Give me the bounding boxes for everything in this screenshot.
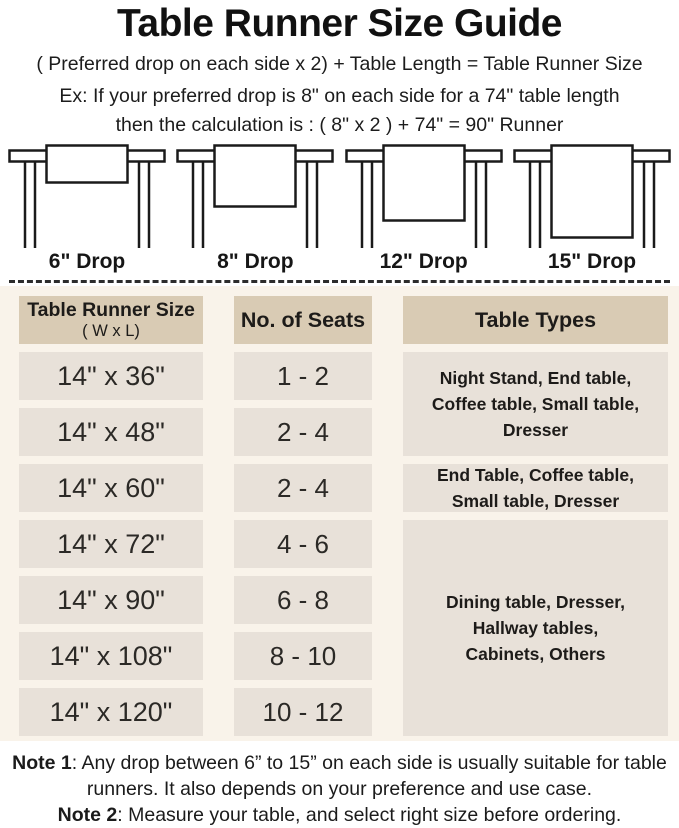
runner-drape — [383, 146, 464, 221]
formula-line: ( Preferred drop on each side x 2) + Table Length = Table Runner Size — [36, 53, 643, 75]
seats-cell: 10 - 12 — [234, 688, 372, 736]
runner-drape — [47, 146, 128, 183]
table-types-text: Dining table, Dresser, Hallway tables, Cabinets, Others — [446, 591, 625, 665]
table-types-text: Night Stand, End table, Coffee table, Small table, Dresser — [431, 367, 640, 441]
table-side-view-diagram — [511, 144, 673, 248]
table-types-text: End Table, Coffee table, Small table, Dresser — [436, 464, 635, 511]
dashed-divider — [9, 280, 670, 283]
page-title: Table Runner Size Guide — [116, 2, 563, 45]
column-header-seats: No. of Seats — [234, 296, 372, 344]
seats-cell: 2 - 4 — [234, 408, 372, 456]
table-side-view-diagram — [6, 144, 168, 248]
runner-drape — [551, 146, 632, 238]
runner-size-cell: 14" x 120" — [19, 688, 203, 736]
seats-cell: 1 - 2 — [234, 352, 372, 400]
note-2 — [58, 804, 622, 826]
note-1-text: : Any drop between 6” to 15” on each side is usually suitable for table runners. It also depends on your preference and use case. — [71, 752, 667, 800]
note-2-label: Note 2 — [57, 804, 118, 826]
runner-size-cell: 14" x 60" — [19, 464, 203, 512]
column-header-title: Table Runner Size — [27, 299, 195, 322]
table-side-view-diagram — [174, 144, 336, 248]
runner-drape — [215, 146, 296, 207]
column-header-runner-size — [19, 296, 203, 344]
example-line-2: then the calculation is : ( 8" x 2 ) + 74" = 90" Runner — [115, 114, 564, 136]
note-2-text: : Measure your table, and select right size before ordering. — [117, 804, 622, 826]
table-illustration-12-drop — [343, 144, 505, 274]
table-types-cell-medium-tables — [403, 464, 668, 512]
notes-section — [0, 750, 679, 828]
table-types-cell-small-tables — [403, 352, 668, 456]
table-illustration-8-drop — [174, 144, 336, 274]
drop-label: 15" Drop — [547, 250, 637, 273]
column-header-table-types: Table Types — [403, 296, 668, 344]
runner-size-cell: 14" x 90" — [19, 576, 203, 624]
seats-cell: 6 - 8 — [234, 576, 372, 624]
size-guide-table — [19, 296, 668, 736]
table-types-cell-large-tables — [403, 520, 668, 736]
runner-size-cell: 14" x 48" — [19, 408, 203, 456]
drop-label: 8" Drop — [217, 250, 294, 273]
seats-cell: 8 - 10 — [234, 632, 372, 680]
column-header-subtitle: ( W x L) — [82, 321, 140, 340]
note-1 — [12, 752, 667, 800]
seats-cell: 2 - 4 — [234, 464, 372, 512]
note-1-label: Note 1 — [12, 752, 72, 774]
runner-size-cell: 14" x 36" — [19, 352, 203, 400]
table-side-view-diagram — [343, 144, 505, 248]
example-line-1: Ex: If your preferred drop is 8" on each side for a 74" table length — [59, 85, 620, 107]
table-illustration-15-drop — [511, 144, 673, 274]
drop-illustrations-row — [0, 144, 679, 274]
runner-size-cell: 14" x 72" — [19, 520, 203, 568]
runner-size-cell: 14" x 108" — [19, 632, 203, 680]
seats-cell: 4 - 6 — [234, 520, 372, 568]
drop-label: 6" Drop — [48, 250, 126, 273]
drop-label: 12" Drop — [379, 250, 468, 273]
size-guide-table-section — [0, 286, 679, 741]
table-illustration-6-drop — [6, 144, 168, 274]
